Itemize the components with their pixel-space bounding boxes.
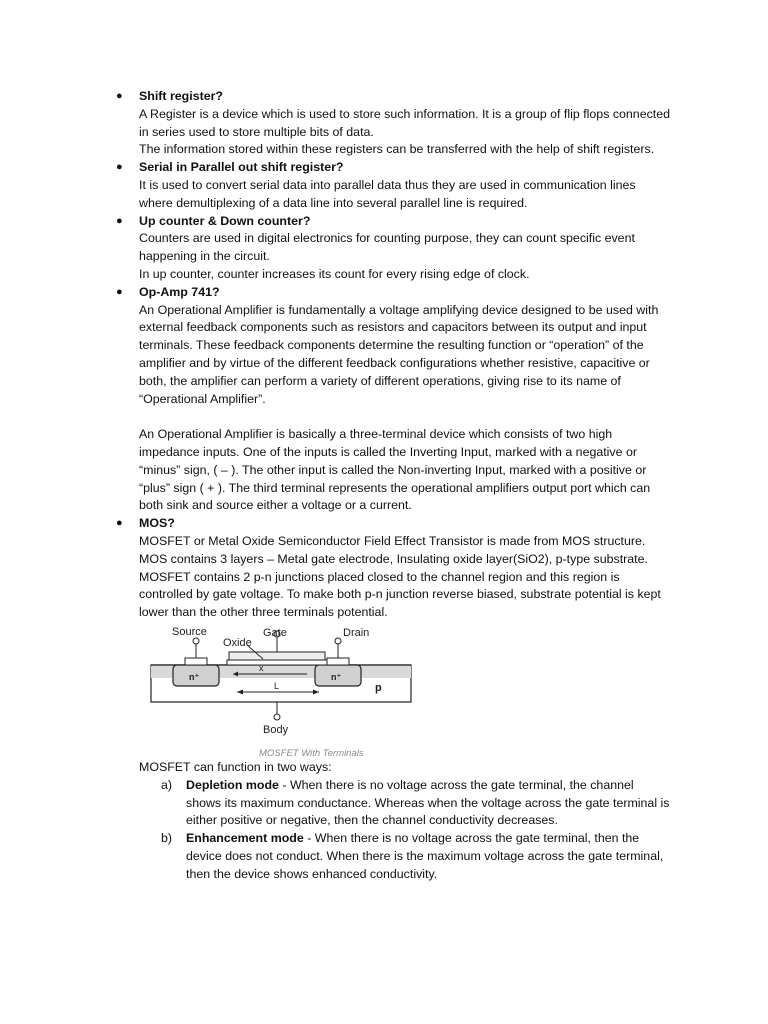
body-label: Body <box>263 723 289 736</box>
n-plus-source-label: n⁺ <box>189 671 200 682</box>
drain-terminal <box>335 638 341 644</box>
mode-item-depletion <box>139 777 670 830</box>
source-label: Source <box>172 625 207 638</box>
mosfet-figure <box>149 625 427 759</box>
answer-paragraph: In up counter, counter increases its count for every rising edge of clock. <box>139 266 530 281</box>
length-label: L <box>274 680 280 691</box>
bullet-icon: ● <box>116 90 123 102</box>
gate-electrode <box>229 652 325 660</box>
source-contact <box>185 658 207 665</box>
drain-contact <box>327 658 349 665</box>
mode-description: - When there is no voltage across the gate terminal, the channel shows its maximum conductance. Whereas when the voltage across the gate terminal is either positive or negative, then the channel conductivity decreases. <box>186 777 670 828</box>
n-plus-drain-label: n⁺ <box>331 671 342 682</box>
bullet-icon: ● <box>116 214 123 227</box>
answer-paragraph: MOS contains 3 layers – Metal gate electrode, Insulating oxide layer(SiO2), p-type substrate. <box>139 551 648 566</box>
oxide-layer <box>227 660 327 665</box>
section-shift-register <box>110 88 670 159</box>
source-terminal <box>193 638 199 644</box>
p-substrate-label: p <box>375 681 382 694</box>
question-heading: MOS? <box>139 516 175 531</box>
question-heading: Op-Amp 741? <box>139 284 220 299</box>
section-op-amp <box>110 284 670 515</box>
modes-intro: MOSFET can function in two ways: <box>139 759 332 774</box>
answer-paragraph: The information stored within these registers can be transferred with the help of shift registers. <box>139 142 655 157</box>
section-mos <box>110 515 670 883</box>
question-heading: Shift register? <box>139 89 223 103</box>
list-label: a) <box>161 777 173 792</box>
body-terminal <box>274 714 280 720</box>
oxide-label: Oxide <box>223 636 252 649</box>
answer-paragraph: MOSFET or Metal Oxide Semiconductor Field Effect Transistor is made from MOS structure. <box>139 533 646 548</box>
mosfet-diagram <box>149 625 427 745</box>
bullet-icon: ● <box>116 517 123 530</box>
content <box>110 88 670 883</box>
section-sipo-register <box>110 159 670 212</box>
paragraph-gap <box>139 408 670 426</box>
bullet-icon: ● <box>116 161 123 174</box>
gate-label: Gate <box>263 627 287 640</box>
answer-paragraph: An Operational Amplifier is fundamentally a voltage amplifying device designed to be used with external feedback components such as resistors and capacitors between its output and input terminals. These feedback components determine the resulting function or “operation” of the amplifier and by virtue of the different feedback configurations whether resistive, capacitive or both, the amplifier can perform a variety of different operations, giving rise to its name of “Operational Amplifier”. <box>139 302 659 406</box>
bullet-icon: ● <box>116 285 123 298</box>
mode-item-enhancement <box>139 830 670 883</box>
answer-paragraph: An Operational Amplifier is basically a three-terminal device which consists of two high impedance inputs. One of the inputs is called the Inverting Input, marked with a negative or “minus” sign, ( – ). The other input is called the Non-inverting Input, marked with a positive or “plus” sign ( + ). The third terminal represents the operational amplifiers output port which can both sink and source either a voltage or a current. <box>139 427 651 513</box>
question-heading: Up counter & Down counter? <box>139 213 311 228</box>
drain-label: Drain <box>343 626 370 639</box>
x-label: x <box>259 662 264 673</box>
mode-term: Enhancement mode <box>186 831 304 846</box>
list-label: b) <box>161 831 173 846</box>
answer-paragraph: A Register is a device which is used to store such information. It is a group of flip flops connected in series used to store multiple bits of data. <box>139 106 671 139</box>
section-counters <box>110 213 670 284</box>
figure-caption: MOSFET With Terminals <box>259 747 364 759</box>
question-heading: Serial in Parallel out shift register? <box>139 160 344 175</box>
answer-paragraph: Counters are used in digital electronics for counting purpose, they can count specific event happening in the circuit. <box>139 231 635 264</box>
mode-description: - When there is no voltage across the gate terminal, then the device does not conduct. When there is the maximum voltage across the gate terminal, then the device shows enhanced conductivity. <box>186 831 664 881</box>
answer-paragraph: MOSFET contains 2 p-n junctions placed closed to the channel region and this region is controlled by gate voltage. To make both p-n junction reverse biased, substrate potential is kept lower than the other three terminals potential. <box>139 569 661 620</box>
answer-paragraph: It is used to convert serial data into parallel data thus they are used in communication lines where demultiplexing of a data line into several parallel line is required. <box>139 177 636 210</box>
mode-term: Depletion mode <box>186 777 279 792</box>
